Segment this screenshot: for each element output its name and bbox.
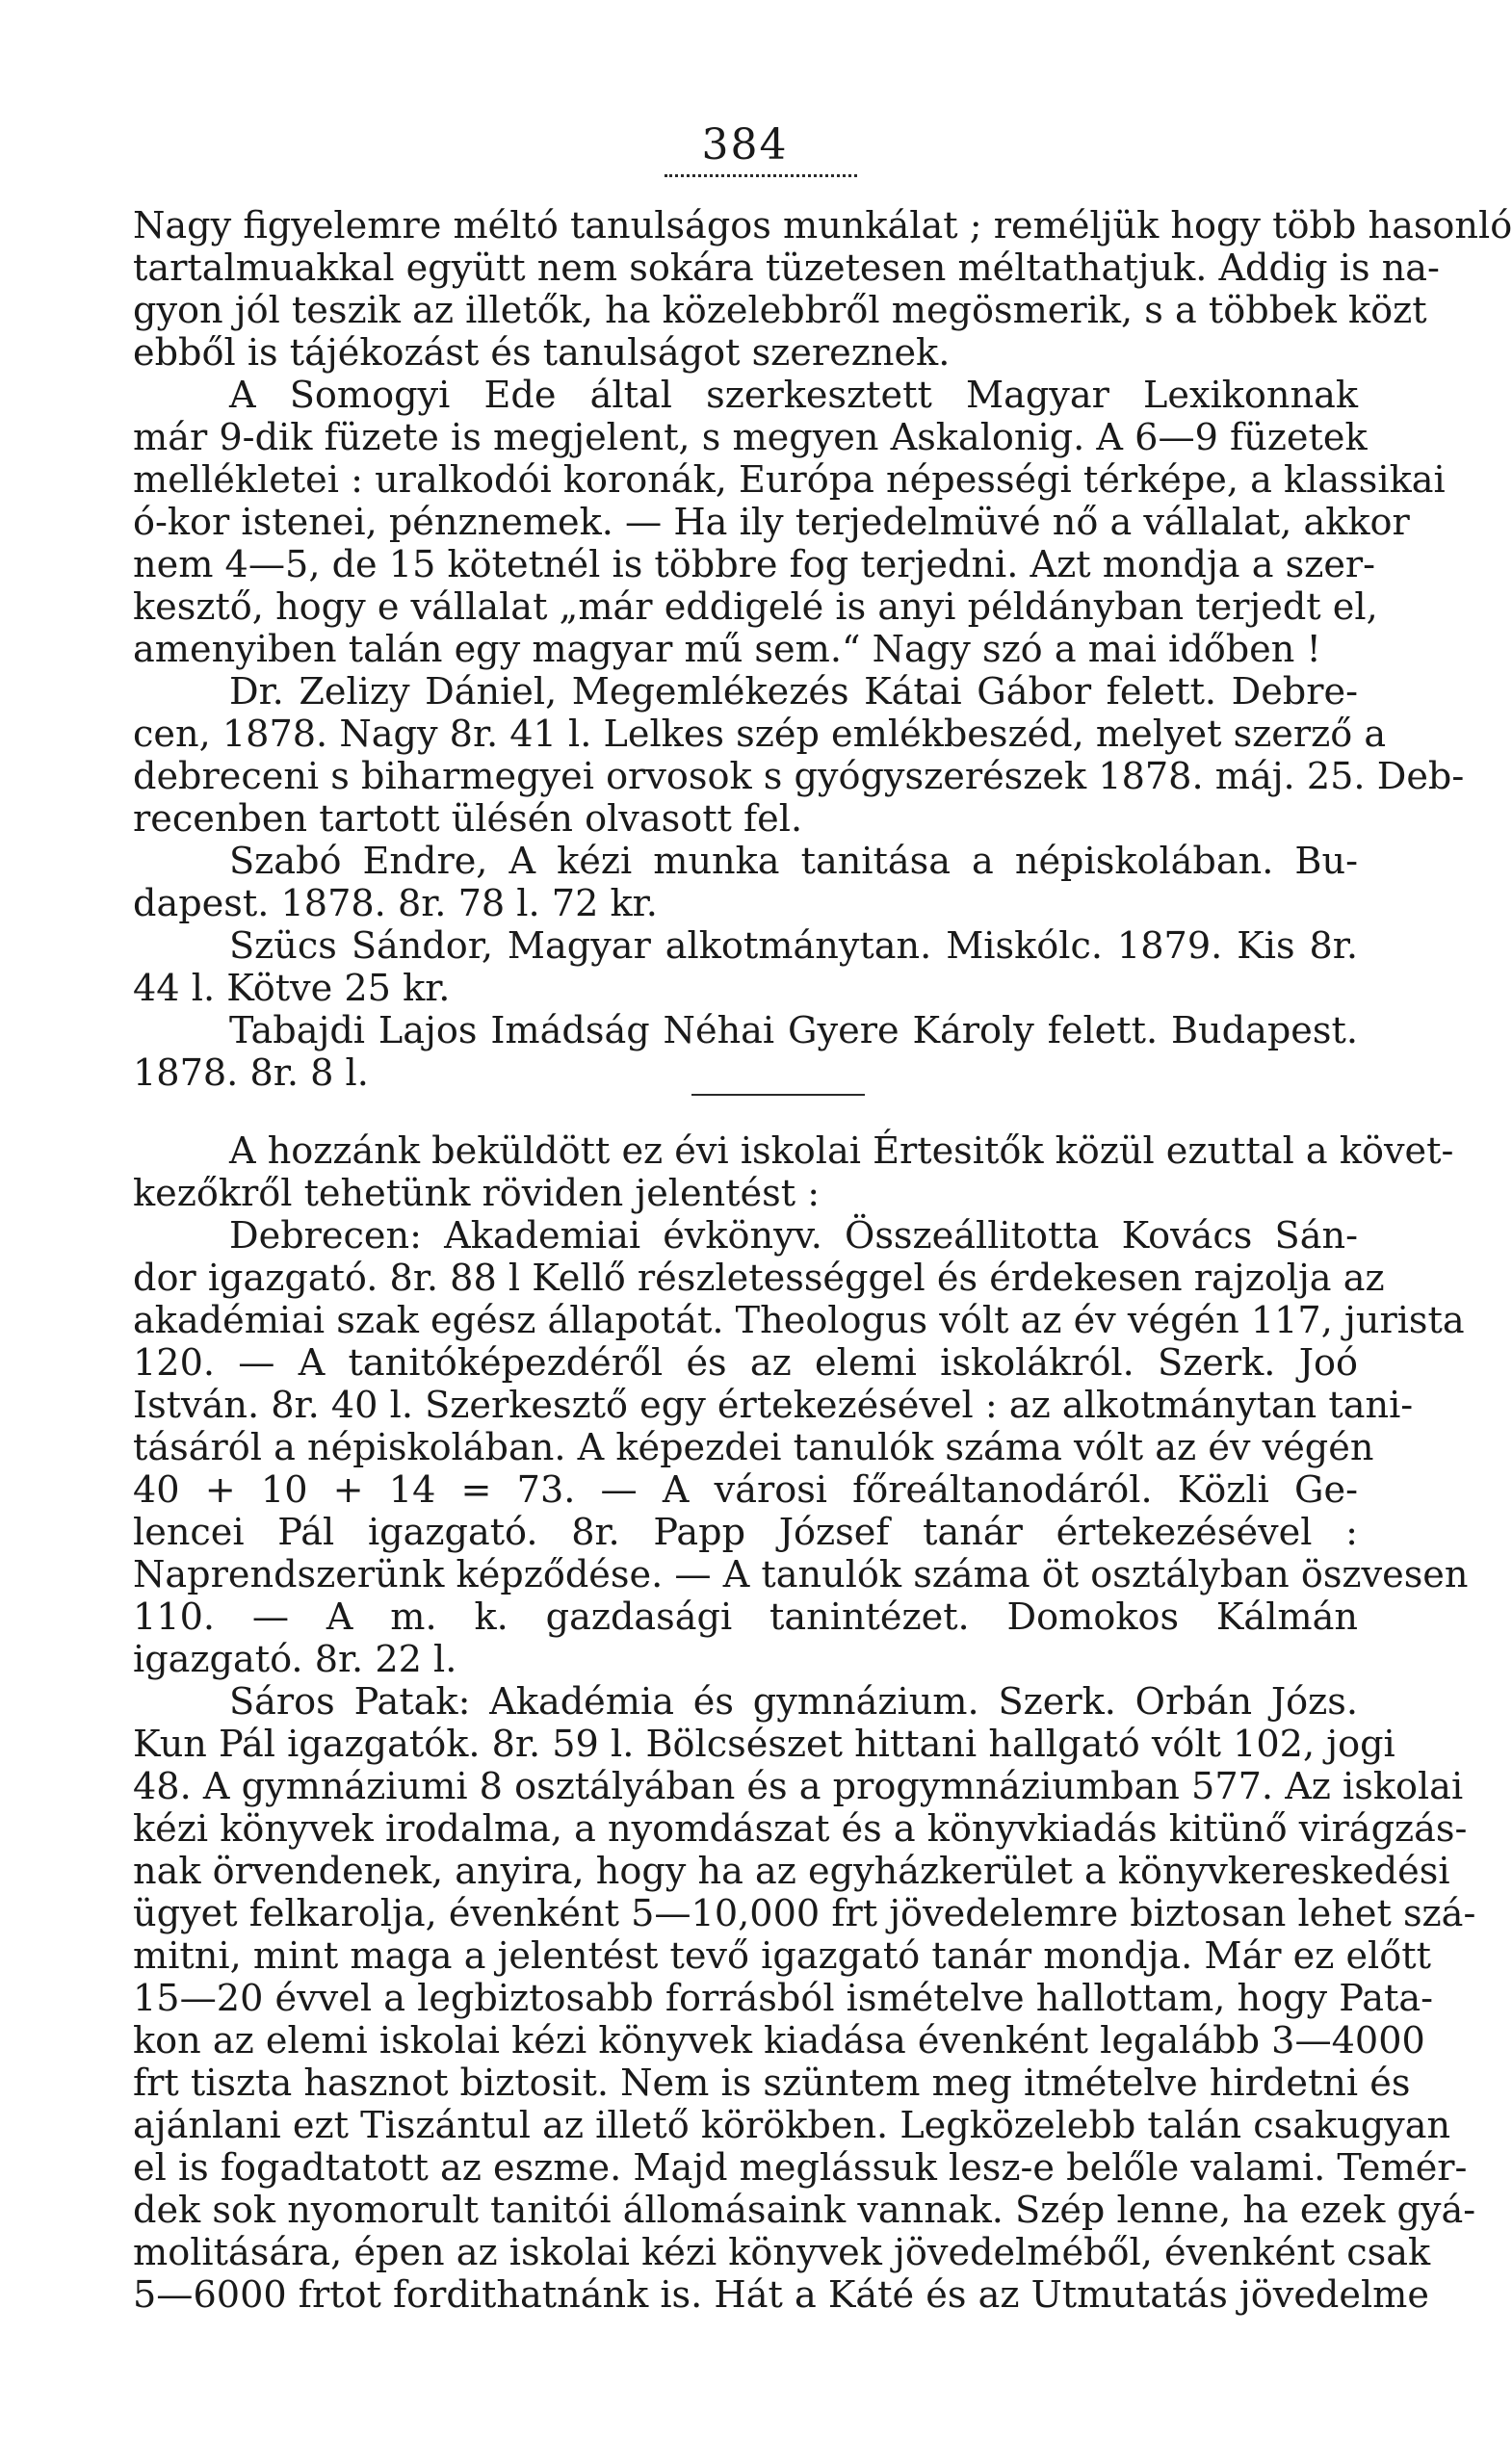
text-block-reviews xyxy=(133,205,1512,1095)
text-line: kézi könyvek irodalma, a nyomdászat és a könyvkiadás kitünő virágzás- xyxy=(133,1808,1468,1851)
text-line: igazgató. 8r. 22 l. xyxy=(133,1639,457,1681)
text-line: mellékletei : uralkodói koronák, Európa népességi térképe, a klassikai xyxy=(133,459,1446,502)
text-line: amenyiben talán egy magyar mű sem.“ Nagy szó a mai időben ! xyxy=(133,629,1321,671)
text-line: 120. — A tanitóképezdéről és az elemi iskolákról. Szerk. Joó xyxy=(133,1342,1358,1385)
text-line: Nagy figyelemre méltó tanulságos munkálat ; reméljük hogy több hasonló xyxy=(133,205,1512,247)
text-line: Naprendszerünk képződése. — A tanulók száma öt osztályban öszvesen xyxy=(133,1554,1469,1596)
text-line: 110. — A m. k. gazdasági tanintézet. Domokos Kálmán xyxy=(133,1596,1358,1639)
text-block-school-reports xyxy=(133,1130,1476,2317)
text-line: Sáros Patak: Akadémia és gymnázium. Szerk. Orbán Józs. xyxy=(229,1681,1358,1724)
text-line: mitni, mint maga a jelentést tevő igazgató tanár mondja. Már ez előtt xyxy=(133,1935,1431,1978)
text-line: 44 l. Kötve 25 kr. xyxy=(133,968,451,1010)
text-line: kesztő, hogy e vállalat „már eddigelé is anyi példányban terjedt el, xyxy=(133,586,1378,629)
text-line: recenben tartott ülésén olvasott fel. xyxy=(133,798,803,841)
text-line: frt tiszta hasznot biztosit. Nem is szüntem meg itmételve hirdetni és xyxy=(133,2062,1411,2105)
text-line: akadémiai szak egész állapotát. Theologus vólt az év végén 117, jurista xyxy=(133,1300,1465,1342)
text-line: 40 + 10 + 14 = 73. — A városi főreáltanodáról. Közli Ge- xyxy=(133,1469,1358,1512)
text-line: debreceni s biharmegyei orvosok s gyógyszerészek 1878. máj. 25. Deb- xyxy=(133,756,1465,798)
text-line: Debrecen: Akademiai évkönyv. Összeállitotta Kovács Sán- xyxy=(229,1215,1358,1258)
text-line: ügyet felkarolja, évenként 5—10,000 frt jövedelemre biztosan lehet szá- xyxy=(133,1893,1476,1935)
text-line: tartalmuakkal együtt nem sokára tüzetesen méltathatjuk. Addig is na- xyxy=(133,247,1440,290)
text-line: kezőkről tehetünk röviden jelentést : xyxy=(133,1173,821,1215)
page-number: 384 xyxy=(701,120,789,169)
text-line: A hozzánk beküldött ez évi iskolai Értesitők közül ezuttal a követ- xyxy=(229,1130,1454,1173)
text-line: lencei Pál igazgató. 8r. Papp József tanár értekezésével : xyxy=(133,1512,1358,1554)
text-line: molitására, épen az iskolai kézi könyvek jövedelméből, évenként csak xyxy=(133,2232,1431,2274)
text-line: nem 4—5, de 15 kötetnél is többre fog terjedni. Azt mondja a szer- xyxy=(133,544,1376,586)
text-line: ó-kor istenei, pénznemek. — Ha ily terjedelmüvé nő a vállalat, akkor xyxy=(133,502,1410,544)
text-line: Tabajdi Lajos Imádság Néhai Gyere Károly felett. Budapest. xyxy=(229,1010,1358,1052)
text-line: István. 8r. 40 l. Szerkesztő egy értekezésével : az alkotmánytan tani- xyxy=(133,1385,1414,1427)
text-line: már 9-dik füzete is megjelent, s megyen Askalonig. A 6—9 füzetek xyxy=(133,417,1368,459)
text-line: 1878. 8r. 8 l. xyxy=(133,1052,369,1095)
text-line: Szabó Endre, A kézi munka tanitása a népiskolában. Bu- xyxy=(229,841,1358,883)
text-line: el is fogadtatott az eszme. Majd meglássuk lesz-e belőle valami. Temér- xyxy=(133,2147,1468,2190)
text-line: tásáról a népiskolában. A képezdei tanulók száma vólt az év végén xyxy=(133,1427,1374,1469)
page-number-ornament xyxy=(665,174,857,177)
text-line: Dr. Zelizy Dániel, Megemlékezés Kátai Gábor felett. Debre- xyxy=(229,671,1358,713)
text-line: 5—6000 frtot fordithatnánk is. Hát a Káté és az Utmutatás jövedelme xyxy=(133,2274,1429,2317)
text-line: 15—20 évvel a legbiztosabb forrásból ismételve hallottam, hogy Pata- xyxy=(133,1978,1433,2020)
text-line: A Somogyi Ede által szerkesztett Magyar Lexikonnak xyxy=(229,375,1358,417)
text-line: Szücs Sándor, Magyar alkotmánytan. Miskólc. 1879. Kis 8r. xyxy=(229,925,1358,968)
text-line: 48. A gymnáziumi 8 osztályában és a progymnáziumban 577. Az iskolai xyxy=(133,1766,1464,1808)
text-line: gyon jól teszik az illetők, ha közelebbről megösmerik, s a többek közt xyxy=(133,290,1427,332)
text-line: nak örvendenek, anyira, hogy ha az egyházkerület a könyvkereskedési xyxy=(133,1851,1450,1893)
text-line: dek sok nyomorult tanitói állomásaink vannak. Szép lenne, ha ezek gyá- xyxy=(133,2190,1476,2232)
text-line: dapest. 1878. 8r. 78 l. 72 kr. xyxy=(133,883,658,925)
text-line: kon az elemi iskolai kézi könyvek kiadása évenként legalább 3—4000 xyxy=(133,2020,1425,2062)
text-line: Kun Pál igazgatók. 8r. 59 l. Bölcsészet hittani hallgató vólt 102, jogi xyxy=(133,1724,1395,1766)
text-line: ajánlani ezt Tiszántul az illető körökben. Legközelebb talán csakugyan xyxy=(133,2105,1451,2147)
text-line: cen, 1878. Nagy 8r. 41 l. Lelkes szép emlékbeszéd, melyet szerző a xyxy=(133,713,1387,756)
text-line: dor igazgató. 8r. 88 l Kellő részletességgel és érdekesen rajzolja az xyxy=(133,1258,1385,1300)
text-line: ebből is tájékozást és tanulságot szereznek. xyxy=(133,332,951,375)
section-separator xyxy=(691,1094,865,1096)
